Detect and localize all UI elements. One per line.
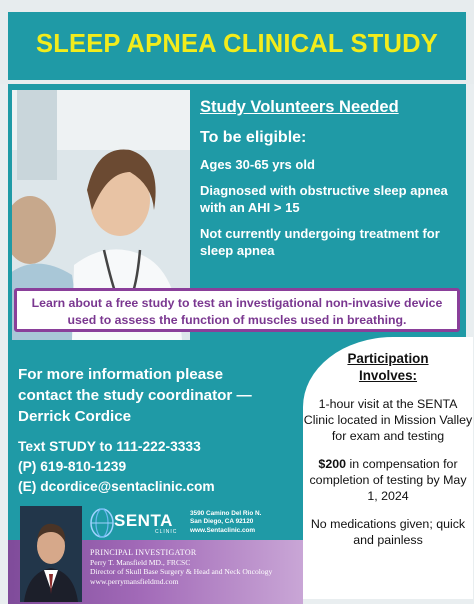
investigator-title: Director of Skull Base Surgery & Head and Neck Oncology (90, 567, 273, 576)
phone-line: (P) 619-810-1239 (18, 459, 127, 474)
criterion-diagnosis: Diagnosed with obstructive sleep apnea with an AHI > 15 (200, 183, 448, 215)
clinic-logo-name: SENTA (114, 511, 173, 530)
investigator-name: Perry T. Mansfield MD., FRCSC (90, 557, 191, 567)
criterion-treatment: Not currently undergoing treatment for sleep apnea (200, 226, 440, 258)
clinic-logo-sub: CLINIC (155, 529, 178, 535)
contact-heading-line-2: contact the study coordinator — (18, 387, 252, 404)
investigator-info (90, 548, 272, 586)
text-line: Text STUDY to 111-222-3333 (18, 439, 201, 454)
participation-title-1: Participation (347, 351, 429, 366)
participation-section (303, 350, 473, 548)
investigator-website[interactable]: www.perrymansfieldmd.com (90, 576, 179, 586)
contact-heading-line-1: For more information please (18, 366, 224, 383)
participation-no-medications: No medications given; quick and painless (310, 517, 466, 547)
coordinator-name: Derrick Cordice (18, 408, 132, 425)
compensation-amount: $200 (318, 457, 346, 471)
study-description-box: Learn about a free study to test an investigational non-invasive device used to assess the function of muscles used in breathing. (14, 288, 460, 332)
participation-visit: 1-hour visit at the SENTA Clinic located in Mission Valley for exam and testing (303, 397, 473, 443)
participation-title-2: Involves: (358, 368, 418, 383)
email-line[interactable]: (E) dcordice@sentaclinic.com (18, 479, 215, 494)
compensation-details: in compensation for completion of testing by May 1, 2024 (309, 457, 467, 503)
criterion-age: Ages 30-65 yrs old (200, 157, 315, 172)
clinic-address (190, 510, 261, 535)
page-title: SLEEP APNEA CLINICAL STUDY (36, 30, 438, 58)
investigator-role: PRINCIPAL INVESTIGATOR (90, 548, 197, 557)
investigator-photo (20, 506, 82, 602)
contact-section (18, 364, 308, 497)
volunteers-heading: Study Volunteers Needed (200, 98, 399, 116)
eligibility-section (200, 98, 462, 259)
address-line-2: San Diego, CA 92120 (190, 518, 254, 526)
clinic-website[interactable]: www.Sentaclinic.com (190, 526, 256, 534)
participation-compensation (303, 456, 473, 504)
address-line-1: 3590 Camino Del Rio N. (190, 510, 262, 517)
eligible-heading: To be eligible: (200, 129, 307, 146)
